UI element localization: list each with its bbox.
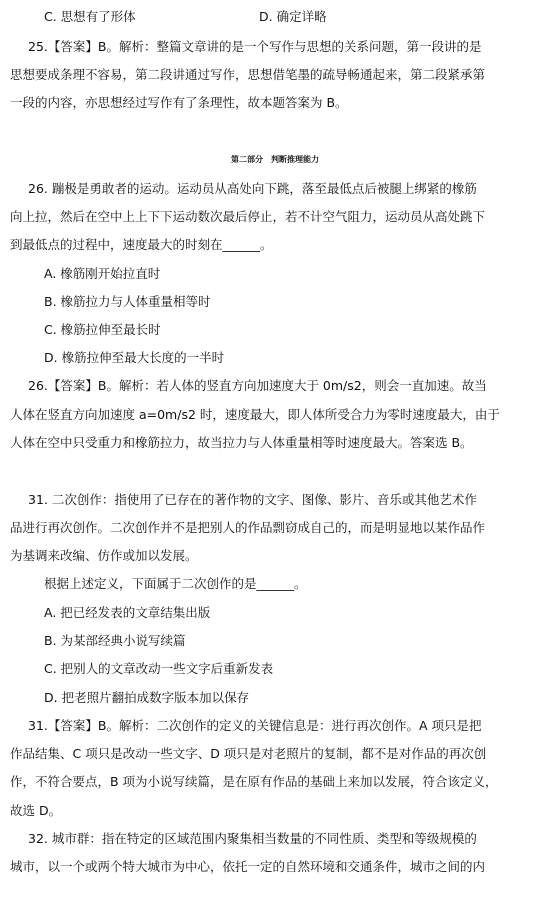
q31-answer-line-3: 作，不符合要点，B 项为小说写续篇，是在原有作品的基础上来加以发展，符合该定义，: [10, 774, 498, 789]
section-heading: 第二部分 判断推理能力: [231, 155, 319, 164]
q31-stem-line-2: 品进行再次创作。二次创作并不是把别人的作品剽窃成自己的，而是明显地以某作品作: [10, 520, 486, 535]
q25-option-c: C. 思想有了形体: [44, 9, 136, 24]
q26-stem-line-1: 26. 蹦极是勇敢者的运动。运动员从高处向下跳，落至最低点后被腿上绑紧的橡筋: [28, 181, 477, 196]
q26-answer-line-1: 26.【答案】B。解析：若人体的竖直方向加速度大于 0m/s2，则会一直加速。故当: [28, 378, 487, 393]
q25-answer-line-1: 25.【答案】B。解析：整篇文章讲的是一个写作与思想的关系问题，第一段讲的是: [28, 39, 482, 54]
q26-stem-line-3: 到最低点的过程中，速度最大的时刻在______。: [10, 237, 273, 252]
q26-option-d: D. 橡筋拉伸至最大长度的一半时: [44, 350, 225, 365]
q26-option-c: C. 橡筋拉伸至最长时: [44, 322, 161, 337]
q31-stem-line-3: 为基调来改编、仿作或加以发展。: [10, 548, 198, 563]
q32-stem-line-2: 城市，以一个或两个特大城市为中心，依托一定的自然环境和交通条件，城市之间的内: [10, 859, 486, 874]
q26-answer-line-3: 人体在空中只受重力和橡筋拉力，故当拉力与人体重量相等时速度最大。答案选 B。: [10, 435, 473, 450]
q26-option-b: B. 橡筋拉力与人体重量相等时: [44, 294, 211, 309]
q26-answer-line-2: 人体在竖直方向加速度 a=0m/s2 时，速度最大，即人体所受合力为零时速度最大，由于: [10, 407, 500, 422]
q31-option-b: B. 为某部经典小说写续篇: [44, 633, 186, 648]
q25-answer-line-3: 一段的内容，亦思想经过写作有了条理性，故本题答案为 B。: [10, 95, 348, 110]
q31-answer-line-1: 31.【答案】B。解析：二次创作的定义的关键信息是：进行再次创作。A 项只是把: [28, 718, 482, 733]
q26-stem-line-2: 向上拉，然后在空中上上下下运动数次最后停止，若不计空气阻力，运动员从高处跳下: [10, 209, 486, 224]
q31-question: 根据上述定义，下面属于二次创作的是______。: [44, 576, 307, 591]
q25-answer-line-2: 思想要成条理不容易，第二段讲通过写作，思想借笔墨的疏导畅通起来，第二段紧承第: [10, 67, 486, 82]
q31-option-c: C. 把别人的文章改动一些文字后重新发表: [44, 661, 274, 676]
q31-stem-line-1: 31. 二次创作：指使用了已存在的著作物的文字、图像、影片、音乐或其他艺术作: [28, 492, 477, 507]
q31-answer-line-2: 作品结集、C 项只是改动一些文字、D 项只是对老照片的复制，都不是对作品的再次创: [10, 746, 487, 761]
q32-stem-line-1: 32. 城市群：指在特定的区域范围内聚集相当数量的不同性质、类型和等级规模的: [28, 831, 477, 846]
q25-option-d: D. 确定详略: [259, 9, 327, 24]
q31-option-d: D. 把老照片翻拍成数字版本加以保存: [44, 690, 250, 705]
q26-option-a: A. 橡筋刚开始拉直时: [44, 266, 161, 281]
q31-answer-line-4: 故选 D。: [10, 803, 62, 818]
q31-option-a: A. 把已经发表的文章结集出版: [44, 605, 211, 620]
q25-options-row: [44, 8, 524, 26]
